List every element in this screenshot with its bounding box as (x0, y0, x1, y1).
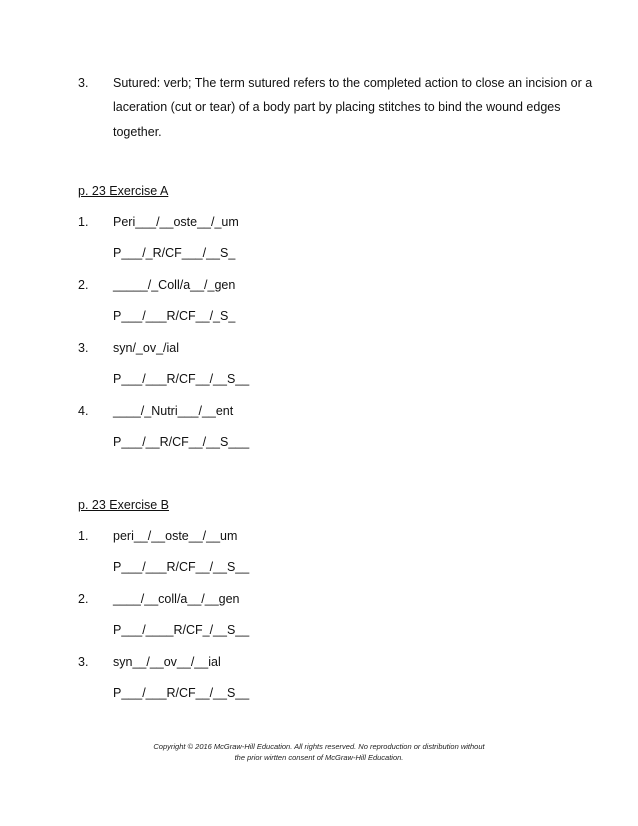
exercise-a-item-4 (0, 401, 638, 421)
item-number: 3. (78, 655, 89, 669)
exercise-a-item-4-key (0, 432, 638, 452)
exercise-a-item-3-key (0, 369, 638, 389)
exercise-a-heading-line (0, 181, 638, 201)
exercise-b-item-2-key (0, 620, 638, 640)
exercise-b-heading-line (0, 495, 638, 515)
word-breakdown: Peri___/__oste__/_um (113, 215, 239, 229)
copyright-footer-line-1: Copyright © 2016 McGraw-Hill Education. All rights reserved. No reproduction or distribution without (153, 742, 485, 751)
exercise-a-item-1-key (0, 243, 638, 263)
part-key: P___/___R/CF__/__S__ (113, 372, 250, 386)
exercise-a-item-2 (0, 275, 638, 295)
part-key: P___/___R/CF__/_S_ (113, 309, 236, 323)
exercise-b-item-3-key (0, 683, 638, 703)
exercise-a-item-3 (0, 338, 638, 358)
exercise-b-item-1 (0, 526, 638, 546)
exercise-a-item-1 (0, 212, 638, 232)
definition-text: Sutured: verb; The term sutured refers to the completed action to close an incision or a (113, 76, 593, 90)
word-breakdown: ____/_Nutri___/__ent (113, 404, 234, 418)
item-number: 2. (78, 278, 89, 292)
exercise-b-item-2 (0, 589, 638, 609)
item-number: 3. (78, 341, 89, 355)
part-key: P___/__R/CF__/__S___ (113, 435, 250, 449)
item-number: 1. (78, 529, 89, 543)
exercise-b-item-3 (0, 652, 638, 672)
word-breakdown: _____/_Coll/a__/_gen (113, 278, 236, 292)
item3-line-2 (0, 97, 638, 117)
definition-text: laceration (cut or tear) of a body part by placing stitches to bind the wound edges (113, 100, 561, 114)
word-breakdown: syn__/__ov__/__ial (113, 655, 221, 669)
part-key: P___/____R/CF_/__S__ (113, 623, 250, 637)
word-breakdown: syn/_ov_/ial (113, 341, 180, 355)
part-key: P___/___R/CF__/__S__ (113, 560, 250, 574)
item3-line-3 (0, 122, 638, 142)
definition-text: together. (113, 125, 162, 139)
part-key: P___/___R/CF__/__S__ (113, 686, 250, 700)
item-number: 2. (78, 592, 89, 606)
exercise-b-heading: p. 23 Exercise B (78, 498, 170, 512)
copyright-footer-line-2: the prior wirtten consent of McGraw-Hill Education. (234, 753, 404, 762)
word-breakdown: peri__/__oste__/__um (113, 529, 238, 543)
exercise-a-item-2-key (0, 306, 638, 326)
item-number: 4. (78, 404, 89, 418)
exercise-a-heading: p. 23 Exercise A (78, 184, 169, 198)
exercise-b-item-1-key (0, 557, 638, 577)
part-key: P___/_R/CF___/__S_ (113, 246, 236, 260)
item-number: 3. (78, 76, 89, 90)
item-number: 1. (78, 215, 89, 229)
item3-line-1 (0, 73, 638, 93)
word-breakdown: ____/__coll/a__/__gen (113, 592, 240, 606)
